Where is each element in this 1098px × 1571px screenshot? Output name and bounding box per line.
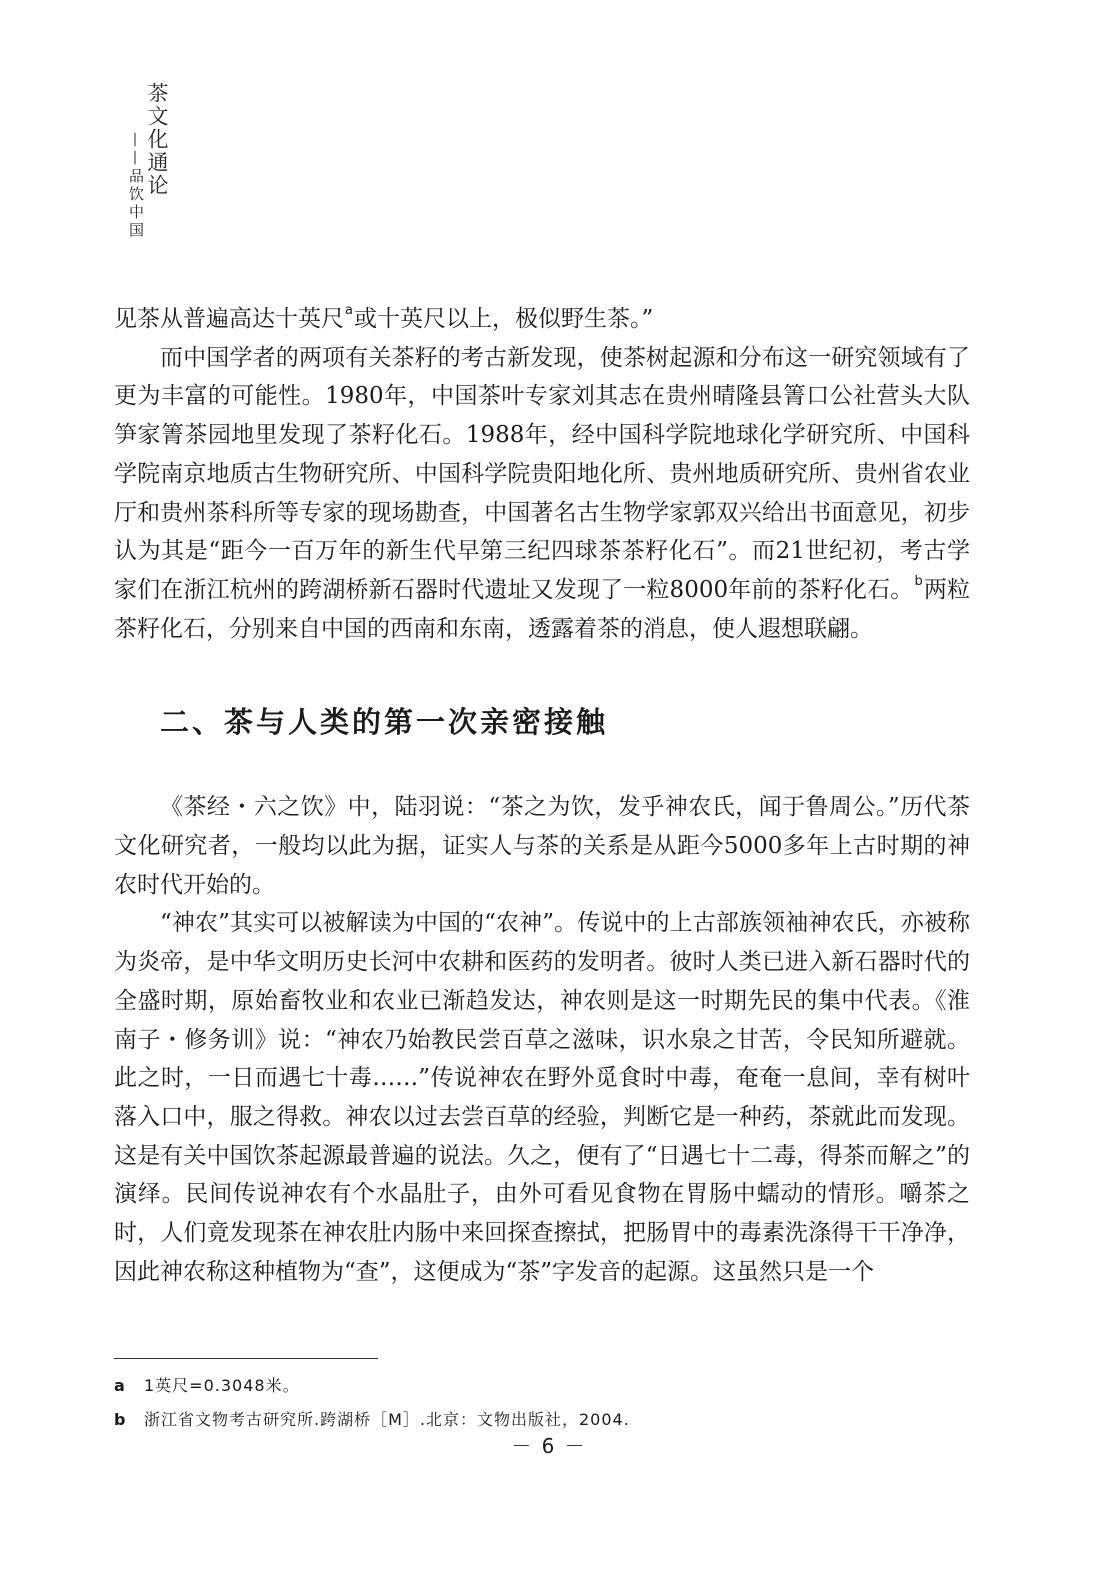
- paragraph-tea-seed-fossils: [114, 339, 970, 649]
- paragraph-shennong: “神农”其实可以被解读为中国的“农神”。传说中的上古部族领袖神农氏，亦被称为炎帝，是中华文明历史长河中农耕和医药的发明者。彼时人类已进入新石器时代的全盛时期，原始畜牧业和农业已渐趋发达，神农则是这一时期先民的集中代表。《淮南子・修务训》说：“神农乃始教民尝百草之滋味，识水泉之甘苦，令民知所避就。此之时，一日而遇七十毒……”传说神农在野外觅食时中毒，奄奄一息间，幸有树叶落入口中，服之得救。神农以过去尝百草的经验，判断它是一种药，茶就此而发现。这是有关中国饮茶起源最普遍的说法。久之，便有了“日遇七十二毒，得茶而解之”的演绎。民间传说神农有个水晶肚子，由外可看见食物在胃肠中蠕动的情形。嚼茶之时，人们竟发现茶在神农肚内肠中来回探查擦拭，把肠胃中的毒素洗涤得干干净净，因此神农称这种植物为“查”，这便成为“茶”字发音的起源。这虽然只是一个: [114, 910, 970, 1285]
- paragraph-text: 或十英尺以上，极似野生茶。”: [353, 306, 654, 332]
- footnotes: [114, 1369, 970, 1437]
- section-heading: 二、茶与人类的第一次亲密接触: [160, 705, 609, 740]
- footnote-text: 1英尺=0.3048米。: [144, 1376, 300, 1395]
- paragraph-text: 见茶从普遍高达十英尺: [114, 306, 344, 332]
- footnote-ref-b[interactable]: b: [914, 573, 923, 589]
- footnote-ref-a[interactable]: a: [345, 303, 353, 318]
- paragraph-continued: [114, 300, 970, 339]
- footnote-text: 浙江省文物考古研究所.跨湖桥［M］.北京：文物出版社，2004.: [144, 1410, 630, 1429]
- page-body: [114, 300, 970, 1291]
- footnote-letter: b: [114, 1410, 126, 1429]
- footnote-letter: a: [114, 1376, 125, 1395]
- paragraph-text: 而中国学者的两项有关茶籽的考古新发现，使茶树起源和分布这一研究领域有了更为丰富的可能性。1980年，中国茶叶专家刘其志在贵州晴隆县箐口公社营头大队笋家箐茶园地里发现了茶籽化石。1988年，经中国科学院地球化学研究所、中国科学院南京地质古生物研究所、中国科学院贵阳地化所、贵州地质研究所、贵州省农业厅和贵州茶科所等专家的现场勘查，中国著名古生物学家郭双兴给出书面意见，初步认为其是“距今一百万年的新生代早第三纪四球茶茶籽化石”。而21世纪初，考古学家们在浙江杭州的跨湖桥新石器时代遗址又发现了一粒8000年前的茶籽化石。: [114, 344, 970, 603]
- page-number: － 6 －: [511, 1434, 587, 1458]
- footnote-a: [114, 1369, 970, 1403]
- book-subtitle: ——品饮中国: [127, 132, 145, 240]
- paragraph-cha-jing: 《茶经・六之饮》中，陆羽说：“茶之为饮，发乎神农氏，闻于鲁周公。”历代茶文化研究者，一般均以此为据，证实人与茶的关系是从距今5000多年上古时期的神农时代开始的。: [114, 794, 970, 898]
- footnote-divider: [114, 1358, 378, 1359]
- running-header: [128, 82, 168, 240]
- paragraph-text: 两粒茶籽化石，分别来自中国的西南和东南，透露着茶的消息，使人遐想联翩。: [114, 576, 970, 642]
- book-title: 茶文化通论: [145, 82, 169, 197]
